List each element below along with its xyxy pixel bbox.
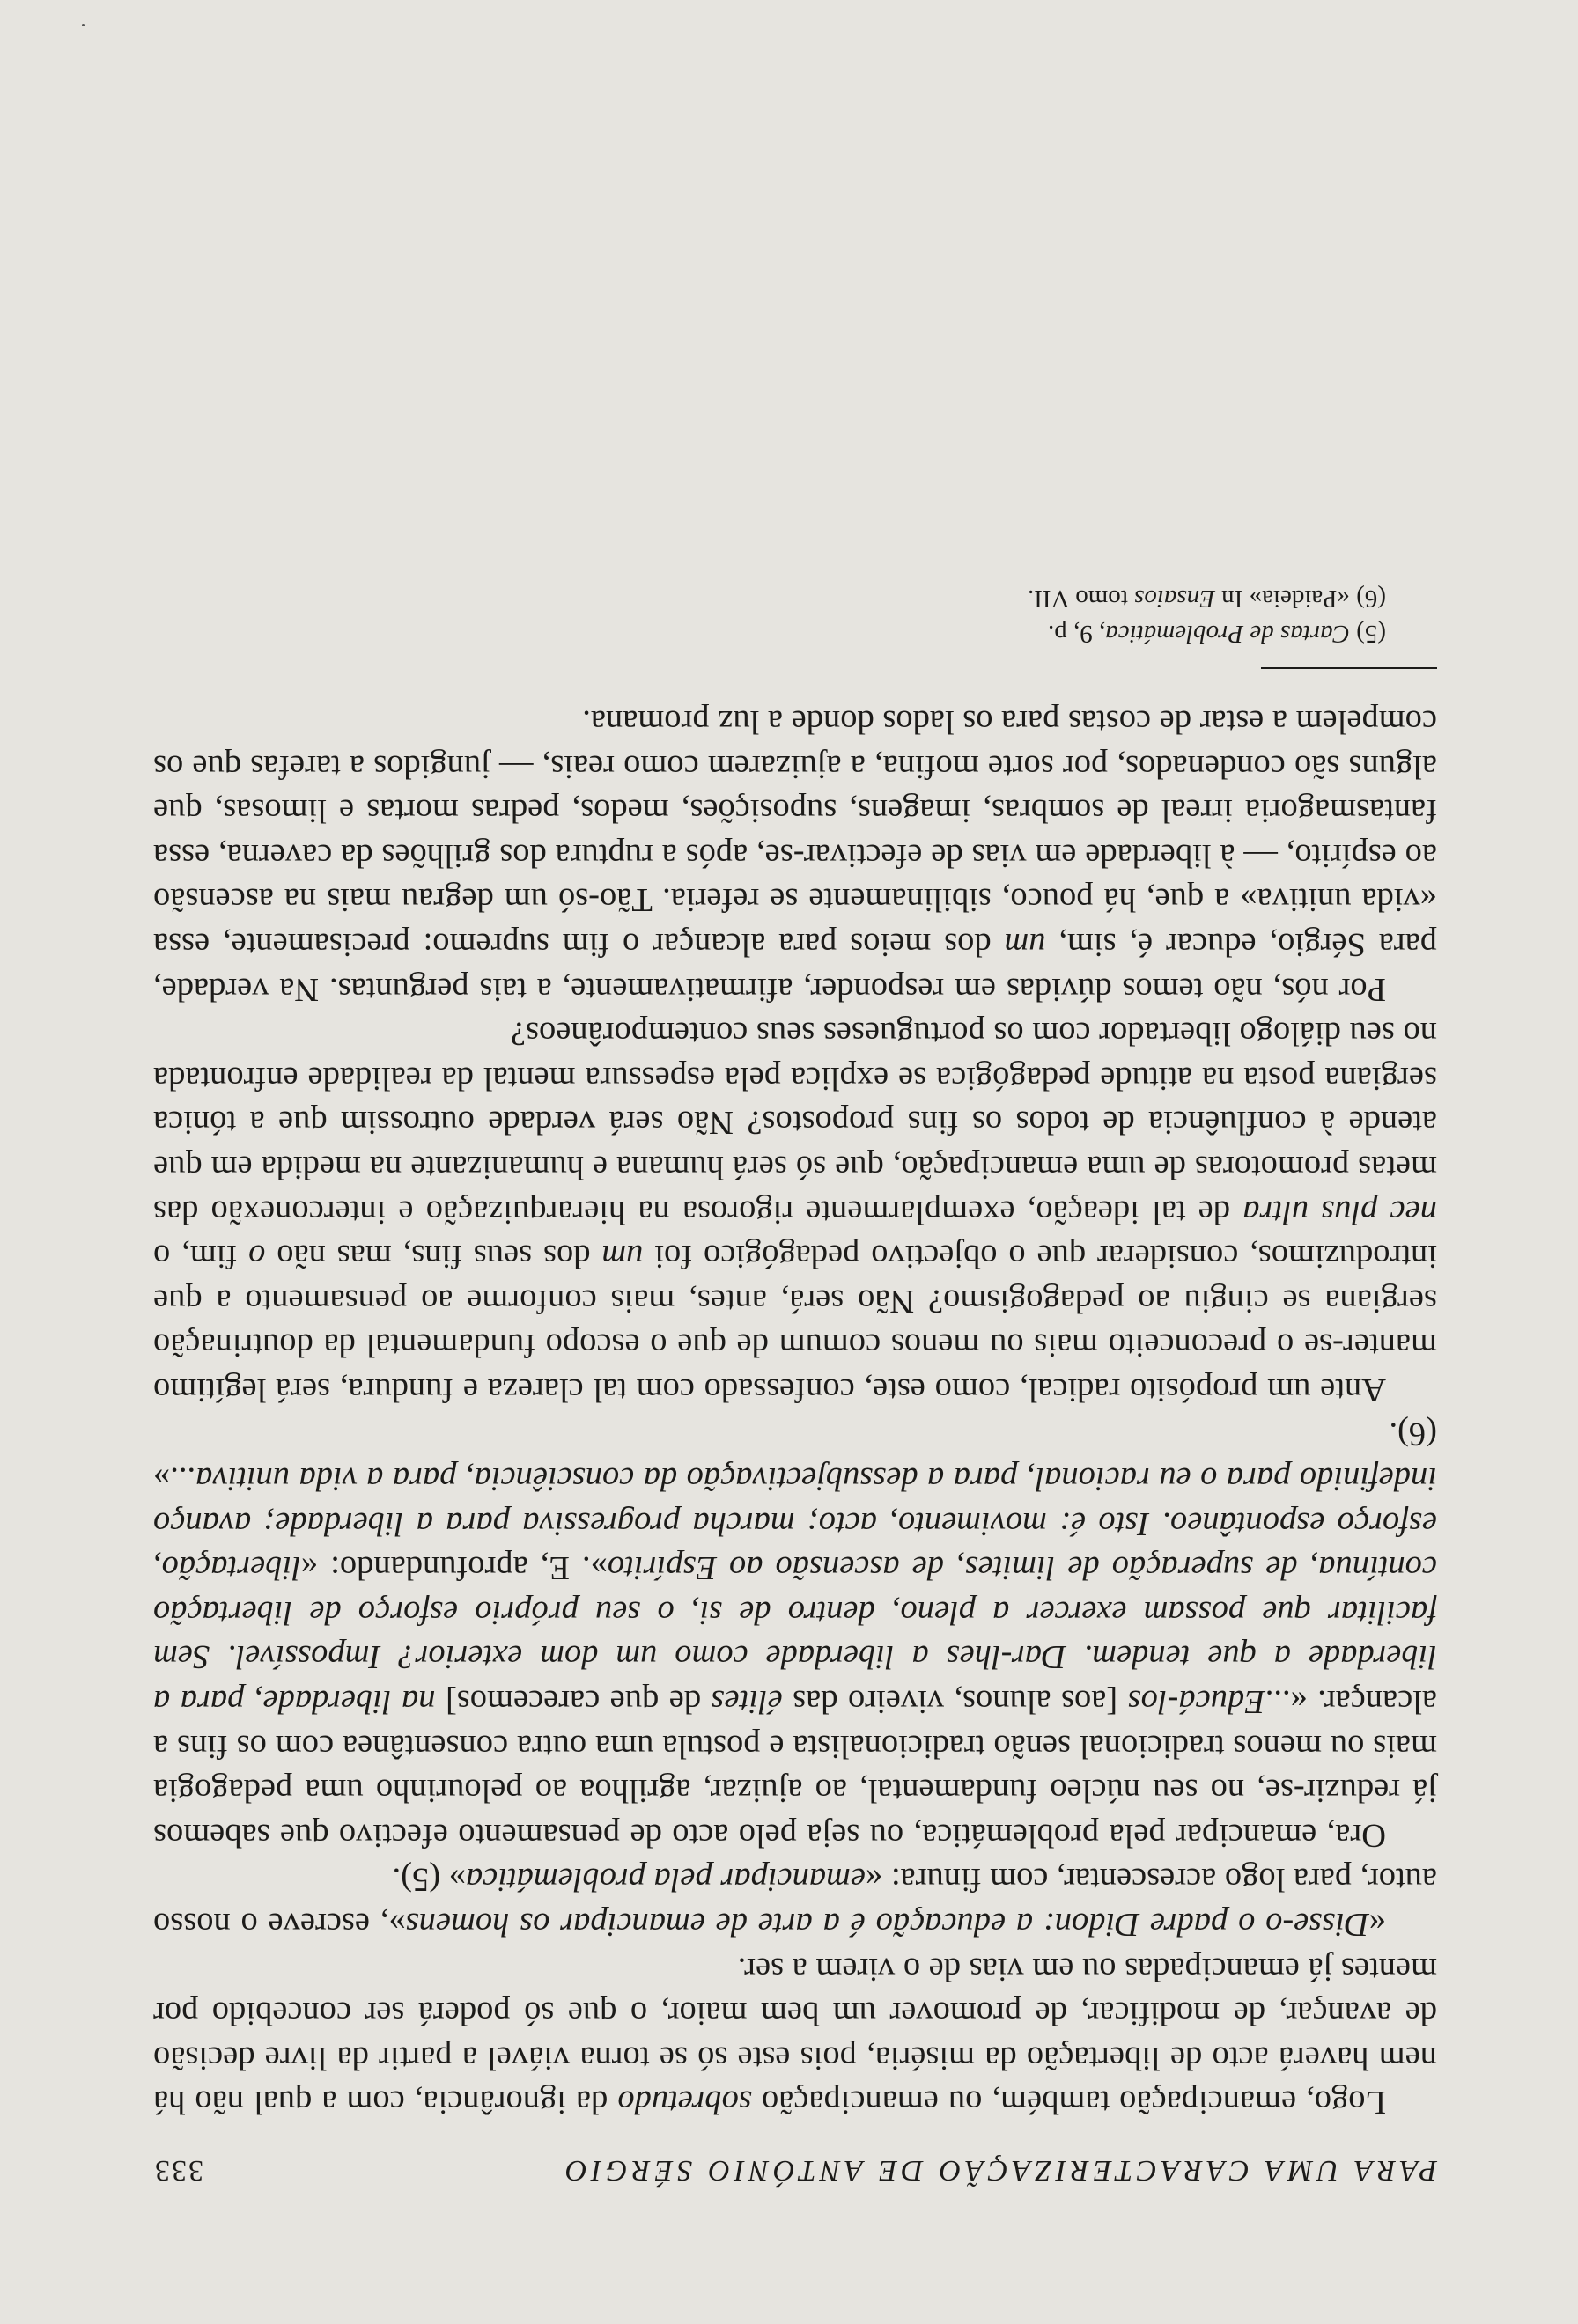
italic-run: um (1004, 925, 1046, 963)
paragraph (153, 1946, 1437, 2124)
italic-run: o (248, 1238, 266, 1276)
text-run: fim, o (153, 1238, 249, 1276)
text-run: [aos alunos, viveiro das (782, 1683, 1128, 1721)
italic-run: um (601, 1238, 644, 1276)
italic-run: libertação, esforço espontâneo. Isto é: movimento, acto; marcha progressiva para a liberdade; avanço indefinido para o eu racional, para a dessubjectivação da consciência, para a vida unitiva (153, 1460, 1437, 1587)
paragraph (153, 1857, 1437, 1946)
text-run: Ante um propósito radical, como este, confessado com tal clareza e fundura, será legítimo manter-se o preconceito mais ou menos comum de que o escopo fundamental da doutrinação sergiana se cingiu ao pedagogismo? Não será, antes, mais conforme ao pensamento a que introduzimos, considerar que o objectivo pedagógico foi (153, 1238, 1437, 1408)
italic-run: emancipar pela problemática (465, 1861, 866, 1899)
text-run: da ignorância, com a qual não há nem haverá acto de libertação da miséria, pois este só se torna viável a partir da livre decisão de avançar, de modificar, de promover um bem maior, o que só poderá ser concebido por mentes já emancipadas ou em vias de o virem a ser. (153, 1950, 1437, 2122)
text-run: Ora, emancipar pela problemática, ou seja pelo acto de pensamento efectivo que sabemos já reduzir-se, no seu núcleo fundamental, ao ajuizar, agrilhoa ao pelourinho uma pedagogia mais ou menos tradicional senão tradicionalista e postula uma outra consentânea com os fins a alcançar. «... (153, 1683, 1437, 1854)
text-run: (6) «Paideia» In (1214, 585, 1386, 614)
italic-run: élites (711, 1683, 783, 1721)
text-run: dos seus fins, mas não (265, 1238, 602, 1276)
italic-run: Ensaios (1134, 585, 1215, 614)
text-block (153, 581, 1437, 2192)
paragraph (153, 699, 1437, 1011)
footnote-rule (1261, 667, 1437, 669)
text-run: Por nós, não temos dúvidas em responder, afirmativamente, a tais perguntas. Na verdade, para Sérgio, educar é, sim, (153, 925, 1437, 1008)
italic-run: na liberdade, para a liberdade a que tendem. Dar-lhes a liberdade como um dom exterior? Impossível. Sem facilitar que possam exercer a pleno, dentro de si, o seu próprio esforço de libertação contínua, de superação de limites, de ascensão ao Espírito (153, 1549, 1437, 1721)
text-run: Logo, emancipação também, ou emancipação (751, 2084, 1386, 2122)
footnote (153, 616, 1386, 651)
text-run: de tal ideação, exemplarmente rigorosa na hierarquização e interconexão das metas promotoras de uma emancipação, que só será humana e humanizante na medida em que atende à confluência de todos os fins propostos? Não será verdade outrossim que a tónica sergiana posta na atitude pedagógica se explica pela espessura mental da realidade enfrontada no seu diálogo libertador com os portugueses seus contemporâneos? (152, 1015, 1437, 1231)
running-title: PARA UMA CARACTERIZAÇÃO DE ANTÓNIO SÉRGIO (561, 2154, 1437, 2187)
page-number: 333 (153, 2154, 203, 2187)
text-run: » (5). (392, 1861, 466, 1899)
text-run: dos meios para alcançar o fim supremo: precisamente, essa «vida unitiva» a que, há pouco, sibilinamente se referia. Tão-só um degrau mais na ascensão ao espírito, — à liberdade em vias de efectivar-se, após a ruptura dos grilhões da caverna, essa fantasmagoria irreal de sombras, imagens, suposições, medos, pedras mortas e limosas, que alguns são condenados, por sorte mofina, a ajuizarem como reais, — jungidos a tarefas que os compelem a estar de costas para os lados donde a luz promana. (153, 703, 1437, 963)
text-run: (5) (1349, 620, 1386, 649)
italic-run: sobretudo (617, 2084, 752, 2122)
italic-run: Educá-los (1127, 1683, 1265, 1721)
text-run: ...» (6). (153, 1416, 1437, 1498)
text-run: », escreve o nosso autor, para logo acrescentar, com finura: « (153, 1861, 1437, 1944)
footnote (153, 581, 1386, 616)
footnotes (153, 581, 1437, 651)
text-run: , 9, p. (1048, 620, 1106, 649)
body-text (153, 699, 1437, 2124)
paragraph (153, 1412, 1437, 1857)
scan-speck (82, 24, 85, 26)
text-run: tomo VII. (1027, 585, 1135, 614)
running-header (153, 2147, 1437, 2192)
italic-run: Cartas de Problemática (1105, 620, 1350, 649)
text-run: ». E, aprofundando: « (300, 1549, 608, 1587)
text-run: de que carecemos] (435, 1683, 712, 1721)
italic-run: Disse-o o padre Didon: a educação é a arte de emancipar os homens (405, 1906, 1369, 1944)
text-run: « (1368, 1906, 1386, 1944)
italic-run: nec plus ultra (1242, 1193, 1437, 1231)
paragraph (153, 1011, 1437, 1412)
